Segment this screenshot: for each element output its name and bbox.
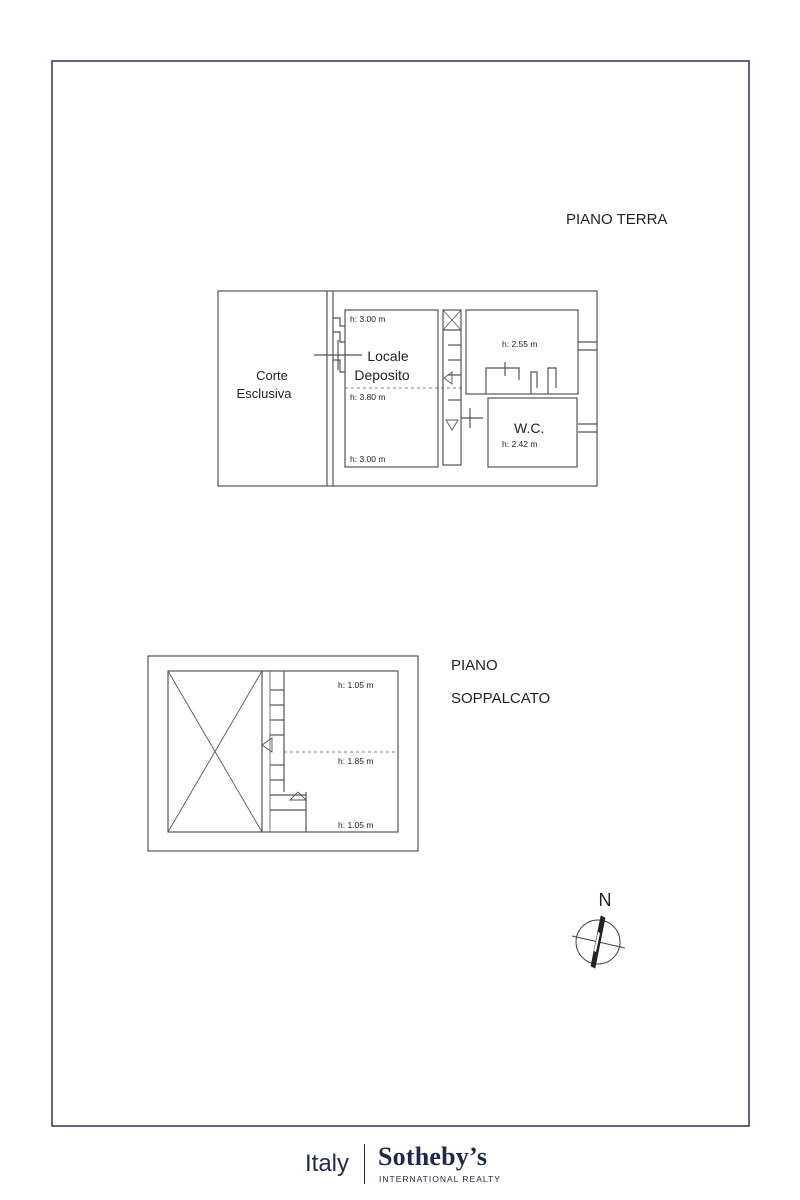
mezzanine-height-middle: h: 1.85 m [338, 756, 374, 766]
court-label-line1: Corte [256, 368, 288, 383]
court-label-line2: Esclusiva [236, 386, 292, 401]
storage-height-bottom: h: 3.00 m [350, 454, 386, 464]
right-room-height: h: 2.55 m [502, 339, 538, 349]
storage-label-line2: Deposito [354, 367, 410, 383]
mezzanine-height-top: h: 1.05 m [338, 680, 374, 690]
storage-label-line1: Locale [367, 348, 409, 364]
north-compass [572, 890, 625, 968]
mezzanine-labels [338, 657, 550, 830]
brand-logo: Sotheby’s [378, 1142, 488, 1171]
mezzanine-outline [148, 656, 418, 851]
storage-height-top: h: 3.00 m [350, 314, 386, 324]
footer-branding [0, 1138, 800, 1190]
mezzanine-title-line1: PIANO [451, 657, 498, 674]
stair-block [443, 310, 461, 465]
brand-tagline: INTERNATIONAL REALTY [379, 1174, 501, 1184]
wc-label: W.C. [514, 420, 545, 436]
footer-divider [364, 1144, 365, 1184]
wc-height: h: 2.42 m [502, 439, 538, 449]
ground-floor-labels [237, 211, 668, 464]
storage-height-middle: h: 3.80 m [350, 392, 386, 402]
north-label: N [598, 890, 612, 910]
mezzanine-title-line2: SOPPALCATO [451, 690, 551, 707]
storage-room [345, 310, 438, 467]
ground-floor-title: PIANO TERRA [566, 211, 668, 228]
mezzanine-floor-plan [148, 656, 418, 851]
mezzanine-height-bottom: h: 1.05 m [338, 820, 374, 830]
mezzanine-inner [168, 671, 398, 832]
footer-country: Italy [305, 1150, 350, 1177]
right-room [466, 310, 578, 394]
